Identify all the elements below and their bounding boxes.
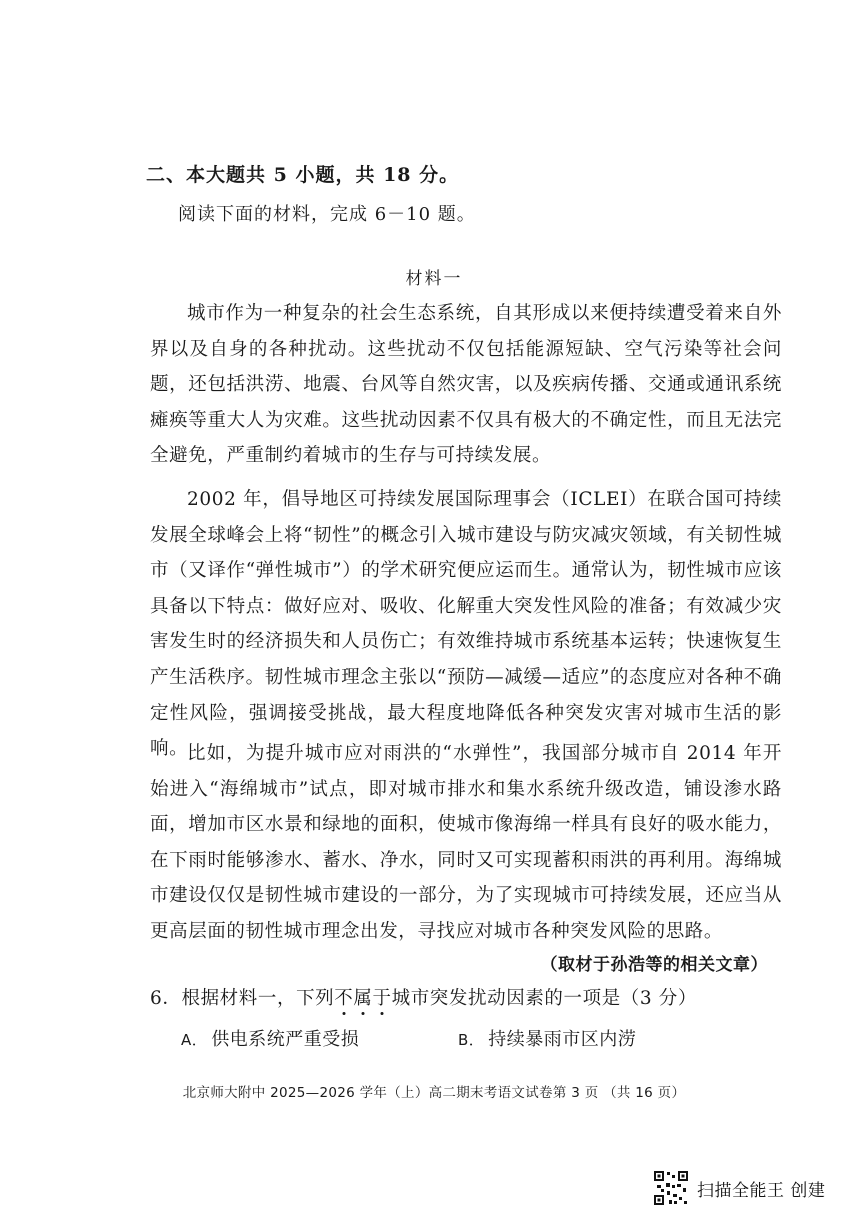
question-stem-prefix: 6．根据材料一，下列 <box>150 988 335 1009</box>
emphasis-char: 不 <box>334 988 354 1009</box>
emphasis-char: 于 <box>372 988 392 1009</box>
material-paragraph: 比如，为提升城市应对雨洪的“水弹性”，我国部分城市自 2014 年开始进入“海绵城市”试点，即对城市排水和集水系统升级改造，铺设渗水路面，增加市区水景和绿地的面积，使城市像海绵一样具有良好的吸水能力，在下雨时能够渗水、蓄水、净水，同时又可实现蓄积雨洪的再利用。海绵城市建设仅仅是韧性城市建设的一部分，为了实现城市可持续发展，还应当从更高层面的韧性城市理念出发，寻找应对城市各种突发风险的思路。 <box>150 743 782 942</box>
option-letter: A． <box>181 1031 208 1049</box>
section-heading: 二、本大题共 5 小题，共 18 分。 <box>146 164 460 186</box>
material-source: （取材于孙浩等的相关文章） <box>540 955 768 975</box>
option-text: 持续暴雨市区内涝 <box>488 1029 637 1050</box>
scanner-watermark <box>653 1170 825 1206</box>
answer-option-b <box>458 1025 636 1051</box>
question-stem-suffix: 城市突发扰动因素的一项是（3 分） <box>391 988 697 1009</box>
question-stem <box>150 984 697 1010</box>
answer-option-a <box>181 1025 359 1051</box>
material-title: 材料一 <box>405 269 463 289</box>
page-footer: 北京师大附中 2025—2026 学年（上）高二期末考语文试卷第 3 页 （共 16 页） <box>182 1085 686 1101</box>
material-paragraph: 城市作为一种复杂的社会生态系统，自其形成以来便持续遭受着来自外界以及自身的各种扰动。这些扰动不仅包括能源短缺、空气污染等社会问题，还包括洪涝、地震、台风等自然灾害，以及疾病传播、交通或通讯系统瘫痪等重大人为灾难。这些扰动因素不仅具有极大的不确定性，而且无法完全避免，严重制约着城市的生存与可持续发展。 <box>150 303 782 467</box>
qr-code-icon <box>653 1170 689 1206</box>
option-text: 供电系统严重受损 <box>211 1029 360 1050</box>
material-paragraph: 2002 年，倡导地区可持续发展国际理事会（ICLEI）在联合国可持续发展全球峰会上将“韧性”的概念引入城市建设与防灾减灾领域，有关韧性城市（又译作“弹性城市”）的学术研究便应运而生。通常认为，韧性城市应该具备以下特点：做好应对、吸收、化解重大突发性风险的准备；有效减少灾害发生时的经济损失和人员伤亡；有效维持城市系统基本运转；快速恢复生产生活秩序。韧性城市理念主张以“预防—减缓—适应”的态度应对各种不确定性风险，强调接受挑战，最大程度地降低各种突发灾害对城市生活的影响。 <box>150 489 782 760</box>
option-letter: B． <box>458 1031 485 1049</box>
reading-instruction: 阅读下面的材料，完成 6－10 题。 <box>178 204 476 225</box>
scanner-label: 扫描全能王 创建 <box>697 1180 826 1201</box>
emphasis-char: 属 <box>353 988 373 1009</box>
